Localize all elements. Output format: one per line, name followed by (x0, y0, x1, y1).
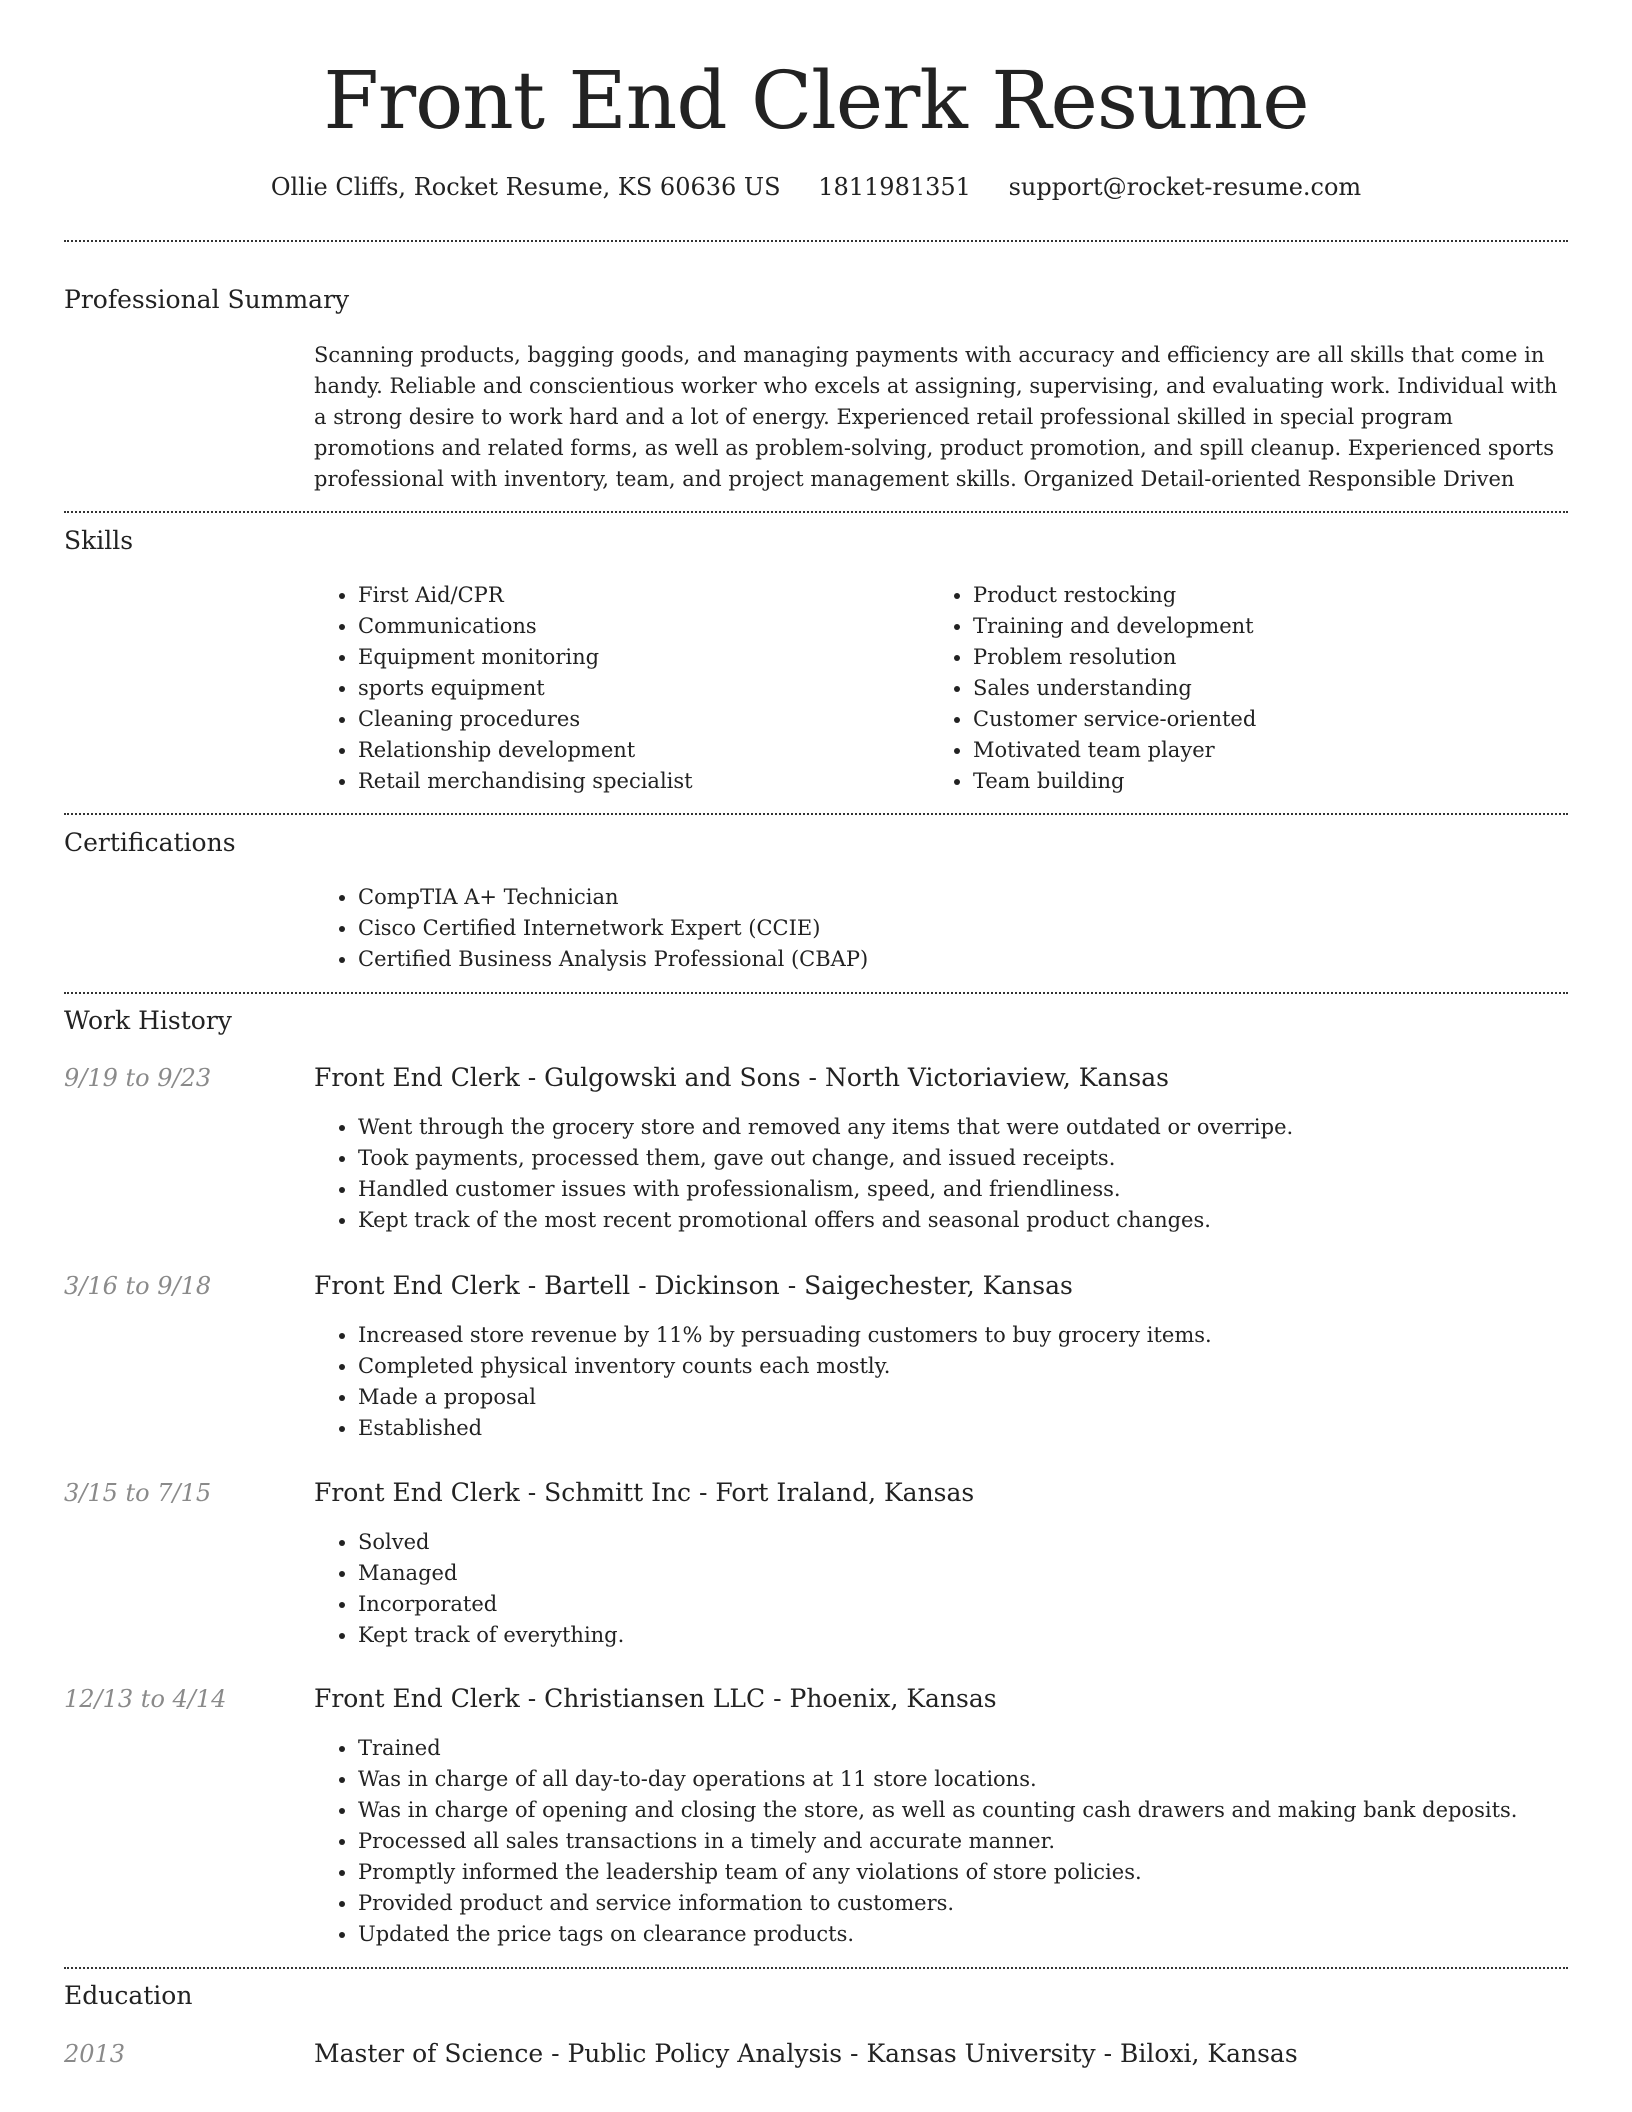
job-title: Front End Clerk - Schmitt Inc - Fort Iraland, Kansas (314, 1478, 975, 1507)
education-heading: Education (64, 1981, 193, 2010)
job-bullet: • Was in charge of all day-to-day operations at 11 store locations. (358, 1764, 1608, 1795)
skill-item: • Team building (973, 766, 1573, 797)
job-dates: 12/13 to 4/14 (64, 1685, 227, 1713)
job-bullet: • Trained (358, 1733, 1608, 1764)
contact-email: support@rocket-resume.com (1008, 173, 1362, 201)
skill-item: • Equipment monitoring (358, 642, 918, 673)
skill-item: • Retail merchandising specialist (358, 766, 918, 797)
resume-title: Front End Clerk Resume (323, 54, 1309, 147)
job-bullet: • Updated the price tags on clearance products. (358, 1919, 1608, 1950)
job-bullets (314, 1112, 1608, 1236)
job-dates: 9/19 to 9/23 (64, 1064, 212, 1092)
section-divider (64, 1967, 1568, 1969)
skill-item: • Communications (358, 611, 918, 642)
certification-item: • CompTIA A+ Technician (358, 882, 1558, 913)
job-bullet: • Managed (358, 1558, 1608, 1589)
job-bullet: • Provided product and service information to customers. (358, 1888, 1608, 1919)
skill-item: • Problem resolution (973, 642, 1573, 673)
job-bullet: • Went through the grocery store and removed any items that were outdated or overripe. (358, 1112, 1608, 1143)
job-title: Front End Clerk - Bartell - Dickinson - Saigechester, Kansas (314, 1271, 1073, 1300)
skills-list-right (929, 580, 1573, 797)
work-history-heading: Work History (64, 1006, 232, 1035)
skill-item: • First Aid/CPR (358, 580, 918, 611)
job-bullet: • Promptly informed the leadership team of any violations of store policies. (358, 1857, 1608, 1888)
skill-item: • Product restocking (973, 580, 1573, 611)
job-bullet: • Took payments, processed them, gave out change, and issued receipts. (358, 1143, 1608, 1174)
job-bullet: • Solved (358, 1527, 1608, 1558)
contact-address: Ollie Cliffs, Rocket Resume, KS 60636 US (270, 173, 781, 201)
job-bullet: • Handled customer issues with professionalism, speed, and friendliness. (358, 1174, 1608, 1205)
job-bullet: • Completed physical inventory counts each mostly. (358, 1351, 1608, 1382)
section-divider (64, 511, 1568, 513)
skill-item: • Relationship development (358, 735, 918, 766)
certifications-list (314, 882, 1558, 975)
job-title: Front End Clerk - Christiansen LLC - Phoenix, Kansas (314, 1684, 997, 1713)
skill-item: • Training and development (973, 611, 1573, 642)
certification-item: • Cisco Certified Internetwork Expert (CCIE) (358, 913, 1558, 944)
job-bullet: • Kept track of everything. (358, 1620, 1608, 1651)
job-bullet: • Was in charge of opening and closing the store, as well as counting cash drawers and making bank deposits. (358, 1795, 1608, 1826)
skill-item: • Motivated team player (973, 735, 1573, 766)
education-degree: Master of Science - Public Policy Analysis - Kansas University - Biloxi, Kansas (314, 2039, 1298, 2068)
job-bullet: • Incorporated (358, 1589, 1608, 1620)
certification-item: • Certified Business Analysis Professional (CBAP) (358, 944, 1558, 975)
skill-item: • Sales understanding (973, 673, 1573, 704)
contact-phone: 1811981351 (818, 173, 971, 201)
section-divider (64, 813, 1568, 815)
job-bullets (314, 1733, 1608, 1950)
job-bullet: • Established (358, 1413, 1608, 1444)
job-dates: 3/16 to 9/18 (64, 1272, 212, 1300)
job-dates: 3/15 to 7/15 (64, 1479, 212, 1507)
job-bullets (314, 1320, 1608, 1444)
summary-heading: Professional Summary (64, 285, 350, 314)
education-year: 2013 (64, 2040, 126, 2068)
skills-list-left (314, 580, 918, 797)
section-divider (64, 240, 1568, 242)
job-title: Front End Clerk - Gulgowski and Sons - North Victoriaview, Kansas (314, 1063, 1169, 1092)
job-bullets (314, 1527, 1608, 1651)
job-bullet: • Processed all sales transactions in a timely and accurate manner. (358, 1826, 1608, 1857)
skill-item: • sports equipment (358, 673, 918, 704)
skills-heading: Skills (64, 526, 134, 555)
summary-text: Scanning products, bagging goods, and managing payments with accuracy and efficiency are all skills that come in handy. Reliable and conscientious worker who excels at assigning, supervising, and evaluating work. Individual with a strong desire to work hard and a lot of energy. Experienced retail professional skilled in special program promotions and related forms, as well as problem-solving, product promotion, and spill cleanup. Experienced sports professional with inventory, team, and project management skills. Organized Detail-oriented Responsible Driven (314, 343, 1558, 491)
job-bullet: • Made a proposal (358, 1382, 1608, 1413)
skill-item: • Customer service-oriented (973, 704, 1573, 735)
section-divider (64, 992, 1568, 994)
job-bullet: • Kept track of the most recent promotional offers and seasonal product changes. (358, 1205, 1608, 1236)
skill-item: • Cleaning procedures (358, 704, 918, 735)
job-bullet: • Increased store revenue by 11% by persuading customers to buy grocery items. (358, 1320, 1608, 1351)
contact-line (0, 170, 1632, 204)
certifications-heading: Certifications (64, 828, 236, 857)
